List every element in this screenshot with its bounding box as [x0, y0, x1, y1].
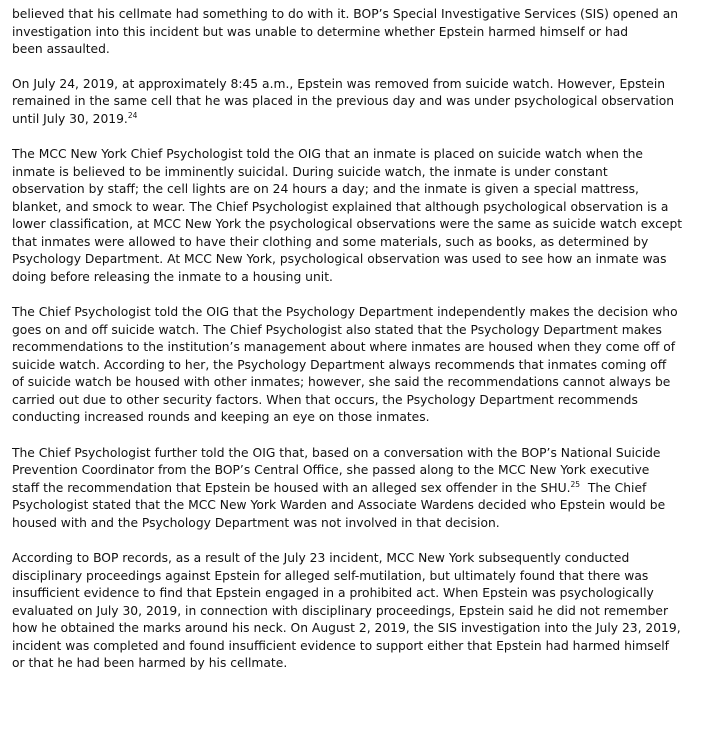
document-page: [12, 6, 702, 691]
text-line: recommendations to the institution’s management about where inmates are housed when they come off of: [12, 340, 676, 354]
text-line: On July 24, 2019, at approximately 8:45 a.m., Epstein was removed from suicide watch. However, Epstein: [12, 76, 666, 91]
text-line: The Chief Psychologist further told the OIG that, based on a conversation with the BOP’s National Suicide: [12, 445, 661, 460]
paragraph-housing-recommendation: [12, 445, 702, 533]
text-line: conducting increased rounds and keeping an eye on those inmates.: [12, 410, 430, 424]
text-line: suicide watch. According to her, the Psychology Department always recommends that inmates coming off: [12, 357, 667, 372]
text-line: remained in the same cell that he was placed in the previous day and was under psychological observation: [12, 94, 675, 108]
text-line: goes on and off suicide watch. The Chief Psychologist also stated that the Psychology Department makes: [12, 322, 662, 337]
text-line-continuation: The Chief: [580, 480, 647, 495]
text-line: that inmates were allowed to have their clothing and some materials, such as books, as determined by: [12, 234, 649, 249]
paragraph-psychology-department-decisions: [12, 304, 702, 427]
text-line: staff the recommendation that Epstein be housed with an alleged sex offender in the SHU.: [12, 480, 571, 495]
text-line: The MCC New York Chief Psychologist told the OIG that an inmate is placed on suicide watch when the: [12, 147, 644, 161]
text-line: doing before releasing the inmate to a housing unit.: [12, 269, 333, 284]
text-line: incident was completed and found insufficient evidence to support either that Epstein had harmed himself: [12, 638, 670, 653]
text-line: Psychologist stated that the MCC New York Warden and Associate Wardens decided who Epstein would be: [12, 498, 666, 512]
text-line: disciplinary proceedings against Epstein for alleged self-mutilation, but ultimately found that there was: [12, 568, 649, 583]
text-line: insufficient evidence to find that Epstein engaged in a prohibited act. When Epstein was psychologically: [12, 586, 654, 600]
text-line: inmate is believed to be imminently suicidal. During suicide watch, the inmate is under constant: [12, 164, 608, 179]
paragraph-disciplinary-proceedings: [12, 550, 702, 673]
text-line: how he obtained the marks around his neck. On August 2, 2019, the SIS investigation into the July 23, 2019,: [12, 621, 681, 635]
text-line: carried out due to other security factors. When that occurs, the Psychology Department recommends: [12, 392, 638, 407]
text-line: lower classification, at MCC New York the psychological observations were the same as suicide watch except: [12, 217, 683, 231]
text-line: Prevention Coordinator from the BOP’s Central Office, she passed along to the MCC New York executive: [12, 463, 650, 477]
paragraph-chief-psychologist-suicide-watch: [12, 146, 702, 286]
text-line: observation by staff; the cell lights are on 24 hours a day; and the inmate is given a special mattress,: [12, 182, 639, 196]
footnote-ref-25[interactable]: 25: [570, 479, 581, 489]
footnote-ref-24[interactable]: 24: [127, 110, 138, 120]
text-line: blanket, and smock to wear. The Chief Psychologist explained that although psychological observation is a: [12, 199, 669, 214]
text-line: investigation into this incident but was unable to determine whether Epstein harmed himself or had: [12, 24, 629, 39]
paragraph-suicide-watch-removal: [12, 76, 702, 129]
text-line: been assaulted.: [12, 42, 110, 56]
text-line: According to BOP records, as a result of the July 23 incident, MCC New York subsequently conducted: [12, 551, 630, 565]
text-line: evaluated on July 30, 2019, in connection with disciplinary proceedings, Epstein said he did not remember: [12, 603, 669, 618]
text-line: The Chief Psychologist told the OIG that the Psychology Department independently makes the decision who: [12, 305, 678, 319]
text-line: Psychology Department. At MCC New York, psychological observation was used to see how an inmate was: [12, 252, 667, 266]
text-line: of suicide watch be housed with other inmates; however, she said the recommendations cannot always be: [12, 375, 671, 389]
text-line: housed with and the Psychology Department was not involved in that decision.: [12, 515, 500, 530]
text-line: or that he had been harmed by his cellmate.: [12, 656, 288, 670]
text-line: until July 30, 2019.: [12, 111, 128, 126]
text-line: believed that his cellmate had something to do with it. BOP’s Special Investigative Services (SIS) opened an: [12, 7, 679, 21]
paragraph-cellmate-investigation: [12, 6, 702, 59]
